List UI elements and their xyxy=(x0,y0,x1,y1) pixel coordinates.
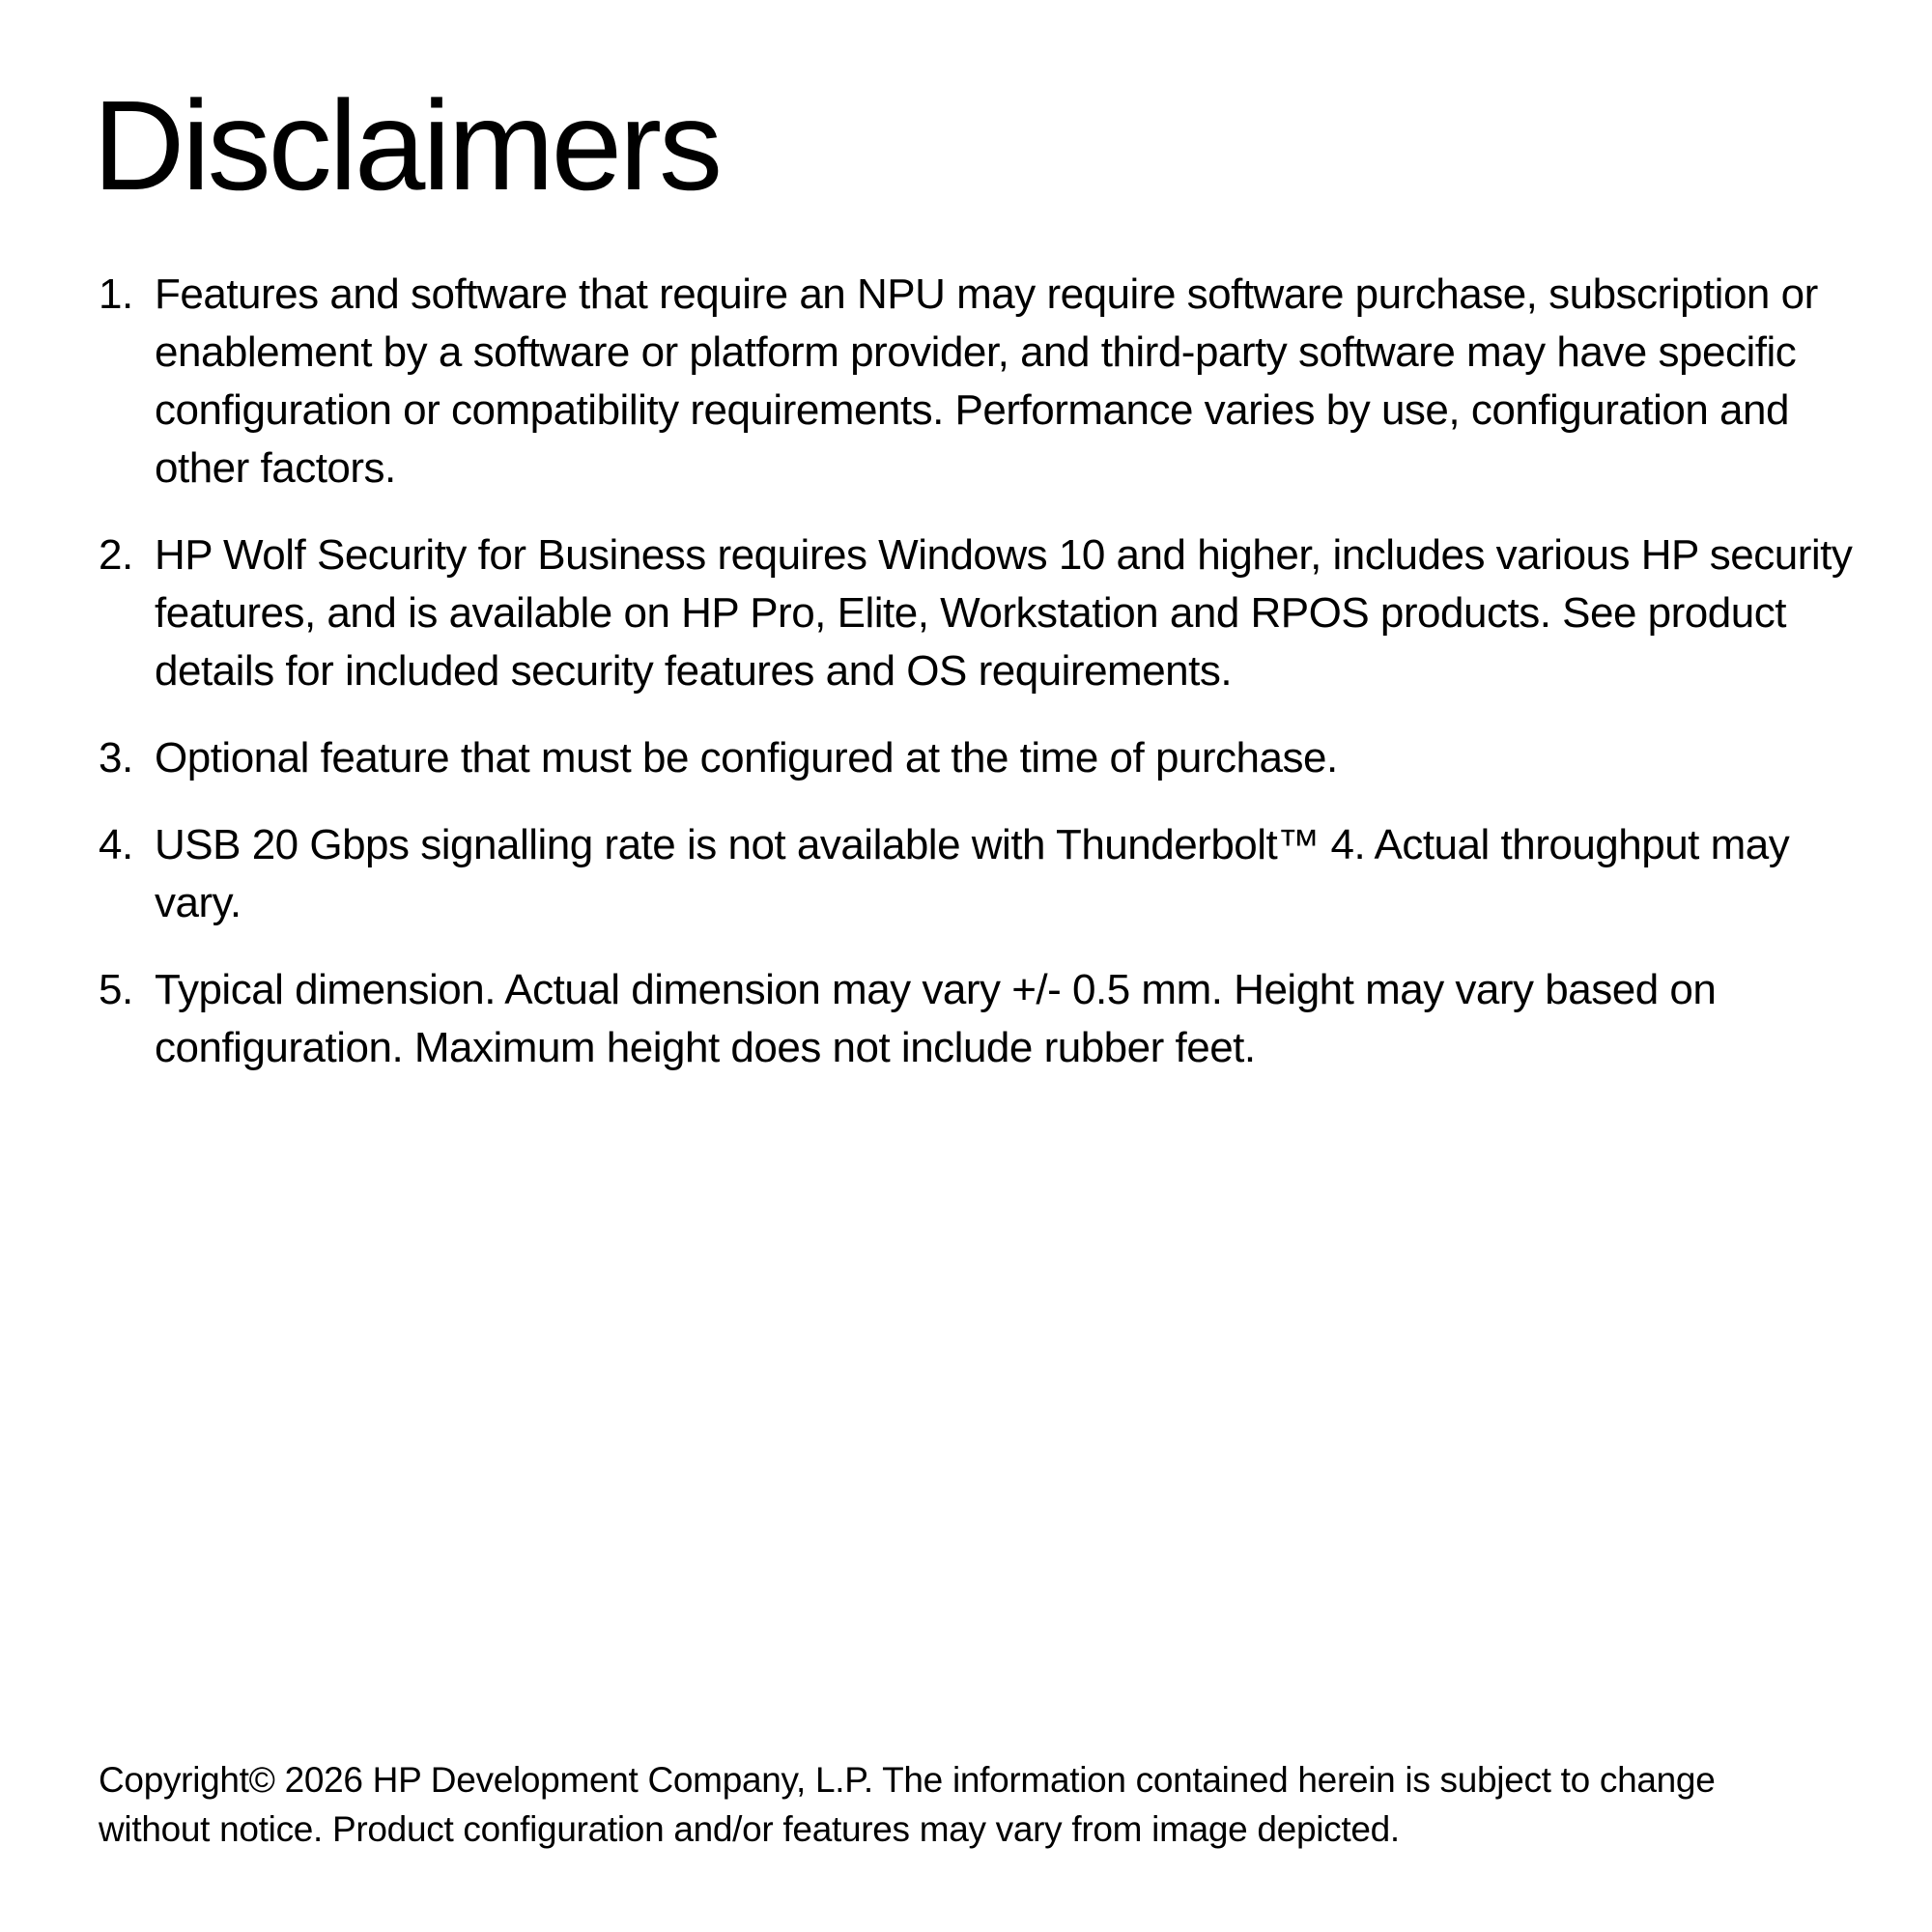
disclaimer-text: Typical dimension. Actual dimension may vary +/- 0.5 mm. Height may vary based on configuration. Maximum height does not include rubber feet. xyxy=(155,966,1717,1071)
disclaimer-text: HP Wolf Security for Business requires Windows 10 and higher, includes various HP security features, and is available on HP Pro, Elite, Workstation and RPOS products. See product details for included security features and OS requirements. xyxy=(155,531,1853,695)
disclaimer-number: 4. xyxy=(99,821,133,868)
disclaimer-text: USB 20 Gbps signalling rate is not available with Thunderbolt™ 4. Actual throughput may vary. xyxy=(155,821,1790,926)
disclaimer-number: 3. xyxy=(99,734,133,781)
disclaimer-item-2 xyxy=(99,526,1857,700)
page-title: Disclaimers xyxy=(93,74,721,216)
disclaimer-item-4 xyxy=(99,816,1857,932)
disclaimer-number: 1. xyxy=(99,270,133,318)
disclaimer-number: 5. xyxy=(99,966,133,1013)
disclaimer-text: Features and software that require an NPU may require software purchase, subscription or enablement by a software or platform provider, and third-party software may have specific configuration or compatibility requirements. Performance varies by use, configuration and other factors. xyxy=(155,270,1818,492)
disclaimer-item-3 xyxy=(99,729,1857,787)
disclaimer-text: Optional feature that must be configured at the time of purchase. xyxy=(155,734,1338,781)
copyright-notice: Copyright© 2026 HP Development Company, L.P. The information contained herein is subject to change without notice. Product configuration and/or features may vary from image depicted. xyxy=(99,1760,1716,1849)
disclaimer-number: 2. xyxy=(99,531,133,579)
disclaimer-list xyxy=(99,266,1857,1106)
disclaimer-item-1 xyxy=(99,266,1857,497)
disclaimer-item-5 xyxy=(99,961,1857,1077)
